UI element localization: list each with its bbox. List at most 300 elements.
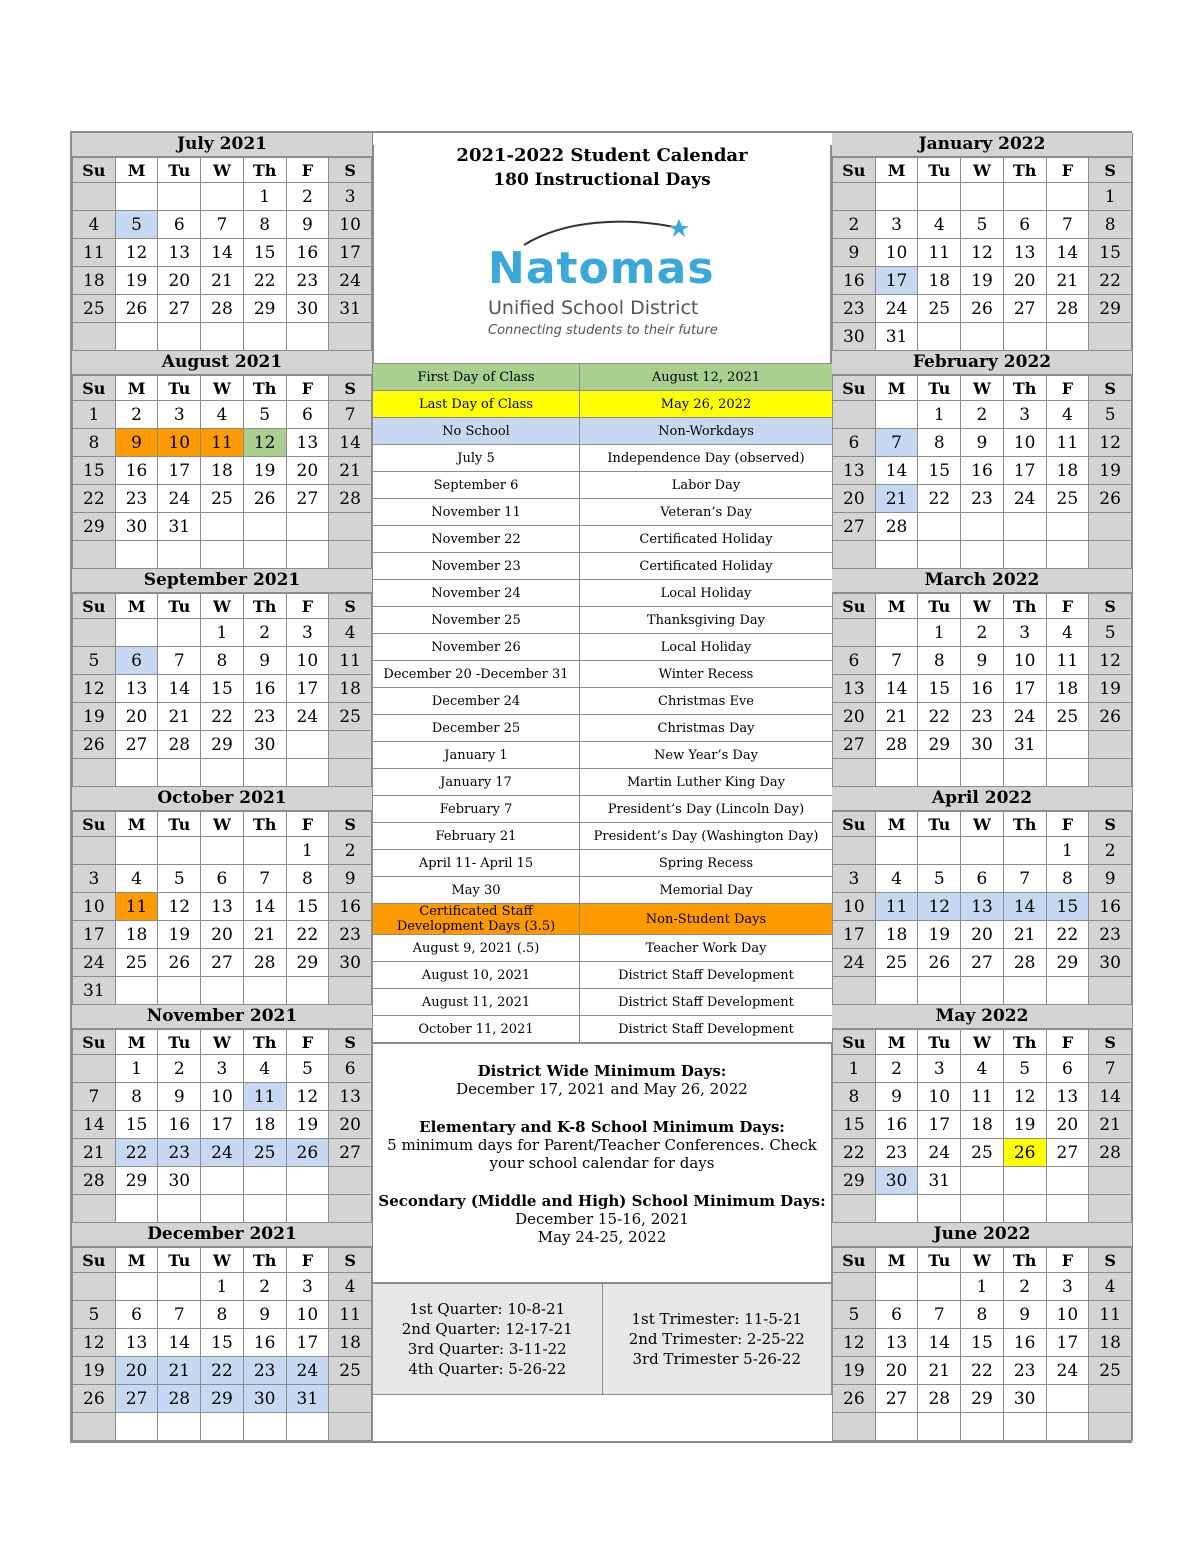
day-header: Th [1003,1248,1046,1273]
day-cell [1089,1385,1132,1413]
day-header: Th [243,594,286,619]
week-row [833,1139,1132,1167]
day-cell: 14 [158,675,201,703]
week-row [73,647,372,675]
event-date: October 11, 2021 [373,1016,580,1043]
day-cell: 8 [1089,211,1132,239]
day-cell: 2 [243,1273,286,1301]
day-cell [875,1413,918,1441]
event-date: November 11 [373,499,580,526]
week-row [73,295,372,323]
day-cell: 17 [158,457,201,485]
day-cell: 17 [201,1111,244,1139]
day-cell: 18 [201,457,244,485]
day-cell: 26 [243,485,286,513]
month-march-2022 [832,569,1132,787]
day-cell [1089,1413,1132,1441]
week-row [73,1083,372,1111]
day-cell [73,541,116,569]
day-cell [73,1413,116,1441]
day-cell [286,323,329,351]
day-cell [329,1167,372,1195]
day-header: Tu [918,594,961,619]
day-cell [875,619,918,647]
day-header: Su [73,158,116,183]
day-cell: 11 [1046,647,1089,675]
event-row [373,688,833,715]
day-cell: 17 [329,239,372,267]
day-cell [875,541,918,569]
event-description: Labor Day [580,472,833,499]
day-cell [833,619,876,647]
day-cell [286,759,329,787]
event-row [373,935,833,962]
day-cell: 27 [1003,295,1046,323]
day-cell: 28 [918,1385,961,1413]
day-cell: 15 [1089,239,1132,267]
day-cell [961,1195,1004,1223]
day-cell: 14 [875,675,918,703]
week-row [833,513,1132,541]
day-cell: 25 [961,1139,1004,1167]
day-header: Tu [158,158,201,183]
day-cell: 8 [201,1301,244,1329]
day-cell [329,1413,372,1441]
day-cell [73,619,116,647]
week-row [833,865,1132,893]
day-header: Su [833,158,876,183]
day-cell [833,1413,876,1441]
event-row [373,472,833,499]
calendar-subtitle: 180 Instructional Days [493,170,711,190]
event-row [373,796,833,823]
day-cell: 16 [1003,1329,1046,1357]
week-row [73,703,372,731]
day-cell: 12 [243,429,286,457]
day-cell: 4 [243,1055,286,1083]
day-cell: 7 [158,647,201,675]
day-header: S [329,376,372,401]
day-cell: 7 [1003,865,1046,893]
week-row [73,893,372,921]
day-cell: 31 [286,1385,329,1413]
day-cell: 3 [875,211,918,239]
day-cell [833,1195,876,1223]
day-header-row [73,1030,372,1055]
day-header: S [329,1248,372,1273]
day-cell [329,1195,372,1223]
event-description: President’s Day (Lincoln Day) [580,796,833,823]
day-cell: 30 [243,1385,286,1413]
day-cell [1089,1167,1132,1195]
day-cell [961,759,1004,787]
day-header: S [329,594,372,619]
day-cell: 19 [1003,1111,1046,1139]
day-header: F [286,158,329,183]
day-cell: 19 [73,703,116,731]
day-cell: 16 [286,239,329,267]
day-cell [1089,323,1132,351]
event-row [373,364,833,391]
day-cell [1089,759,1132,787]
day-cell [833,759,876,787]
day-header: Th [243,158,286,183]
day-cell: 17 [1003,457,1046,485]
day-cell [243,513,286,541]
day-cell: 17 [1046,1329,1089,1357]
day-cell [158,1273,201,1301]
day-cell: 20 [961,921,1004,949]
day-cell [1046,759,1089,787]
trimester-item: 1st Trimester: 11-5-21 [631,1310,803,1328]
month-grid [832,811,1132,1005]
day-cell: 10 [1003,647,1046,675]
day-cell [115,977,158,1005]
day-header: S [1089,1248,1132,1273]
day-cell: 20 [158,267,201,295]
day-header-row [833,1030,1132,1055]
day-cell: 27 [875,1385,918,1413]
minimum-days-line: May 24-25, 2022 [537,1228,667,1246]
day-cell: 30 [115,513,158,541]
day-header: S [1089,376,1132,401]
day-header: W [201,376,244,401]
day-header: W [961,1248,1004,1273]
event-row [373,742,833,769]
day-cell: 7 [158,1301,201,1329]
day-cell: 23 [961,485,1004,513]
day-cell: 12 [918,893,961,921]
day-cell: 15 [833,1111,876,1139]
day-cell: 18 [1046,675,1089,703]
event-description: Non-Student Days [580,904,833,935]
trimesters-box [602,1284,832,1394]
day-header: M [875,594,918,619]
event-row [373,989,833,1016]
day-cell: 15 [918,675,961,703]
month-title: January 2022 [832,133,1132,157]
day-cell [961,1167,1004,1195]
day-cell: 13 [961,893,1004,921]
day-cell [1089,977,1132,1005]
day-cell [1046,323,1089,351]
day-cell [158,619,201,647]
week-row [73,211,372,239]
quarter-item: 1st Quarter: 10-8-21 [409,1300,566,1318]
day-cell: 3 [918,1055,961,1083]
day-cell: 9 [961,647,1004,675]
day-cell: 10 [1003,429,1046,457]
day-cell [201,1413,244,1441]
event-description: District Staff Development [580,962,833,989]
day-cell: 24 [158,485,201,513]
day-cell: 27 [961,949,1004,977]
event-description: Memorial Day [580,877,833,904]
day-cell: 2 [286,183,329,211]
right-months-column [832,133,1133,1441]
event-description: Non-Workdays [580,418,833,445]
week-row [73,1167,372,1195]
day-cell: 16 [961,675,1004,703]
month-grid [72,811,372,1005]
day-cell [158,837,201,865]
day-cell: 22 [201,703,244,731]
day-cell: 31 [918,1167,961,1195]
day-cell [961,323,1004,351]
day-cell [158,323,201,351]
event-description: Christmas Eve [580,688,833,715]
week-row [833,401,1132,429]
event-description: Independence Day (observed) [580,445,833,472]
day-cell [918,1195,961,1223]
logo-name: Natomas [488,243,715,294]
day-cell [1003,759,1046,787]
day-cell: 22 [115,1139,158,1167]
day-header: F [1046,158,1089,183]
event-description: Spring Recess [580,850,833,877]
day-cell: 10 [1046,1301,1089,1329]
day-cell: 28 [1003,949,1046,977]
minimum-days-heading: Elementary and K-8 School Minimum Days: [419,1118,785,1136]
week-row [73,267,372,295]
day-cell: 5 [73,647,116,675]
week-row [73,513,372,541]
day-cell [918,1413,961,1441]
day-cell: 25 [243,1139,286,1167]
day-cell: 17 [918,1111,961,1139]
day-header: W [201,812,244,837]
day-cell: 19 [158,921,201,949]
day-cell [1089,731,1132,759]
day-cell: 21 [1003,921,1046,949]
day-cell: 6 [875,1301,918,1329]
minimum-days-block [373,1192,831,1246]
day-cell: 18 [875,921,918,949]
day-cell: 3 [1046,1273,1089,1301]
day-cell: 9 [329,865,372,893]
day-cell: 15 [201,1329,244,1357]
day-cell [243,1167,286,1195]
day-cell: 22 [1089,267,1132,295]
day-header: S [1089,1030,1132,1055]
day-cell [1046,1195,1089,1223]
month-title: July 2021 [72,133,372,157]
day-cell: 15 [73,457,116,485]
day-cell [115,1413,158,1441]
day-cell: 1 [286,837,329,865]
event-date: First Day of Class [373,364,580,391]
day-cell: 9 [115,429,158,457]
day-header: Th [1003,1030,1046,1055]
week-row [73,401,372,429]
day-cell [918,1273,961,1301]
trimester-item: 2nd Trimester: 2-25-22 [628,1330,805,1348]
day-cell: 7 [1089,1055,1132,1083]
day-cell: 26 [961,295,1004,323]
day-cell: 29 [961,1385,1004,1413]
week-row [833,1385,1132,1413]
day-cell: 2 [961,401,1004,429]
day-cell: 19 [961,267,1004,295]
trimester-item: 3rd Trimester 5-26-22 [632,1350,802,1368]
day-header: Tu [918,812,961,837]
event-description: August 12, 2021 [580,364,833,391]
quarter-item: 4th Quarter: 5-26-22 [408,1360,567,1378]
day-header: Tu [158,1030,201,1055]
day-cell: 22 [961,1357,1004,1385]
event-date: November 24 [373,580,580,607]
day-header-row [73,1248,372,1273]
day-cell: 13 [1003,239,1046,267]
day-cell [286,1167,329,1195]
day-header: Su [833,1248,876,1273]
day-header-row [833,376,1132,401]
day-cell: 30 [329,949,372,977]
day-cell [1003,837,1046,865]
week-row [833,429,1132,457]
day-cell [875,977,918,1005]
event-description: Certificated Holiday [580,553,833,580]
day-cell: 30 [833,323,876,351]
event-row [373,823,833,850]
day-cell: 25 [329,1357,372,1385]
day-cell [115,619,158,647]
day-cell: 30 [961,731,1004,759]
day-cell: 14 [243,893,286,921]
day-cell: 21 [329,457,372,485]
day-cell: 11 [961,1083,1004,1111]
day-cell: 10 [158,429,201,457]
month-grid [832,157,1132,351]
week-row [833,1195,1132,1223]
event-date: November 25 [373,607,580,634]
day-header: F [1046,1248,1089,1273]
day-cell: 24 [73,949,116,977]
week-row [73,541,372,569]
week-row [833,731,1132,759]
day-cell: 26 [286,1139,329,1167]
day-header: M [115,594,158,619]
day-cell: 26 [115,295,158,323]
day-cell [833,1273,876,1301]
day-header-row [73,812,372,837]
day-cell: 20 [329,1111,372,1139]
day-header: Th [1003,376,1046,401]
day-cell: 23 [243,1357,286,1385]
day-header: Su [833,594,876,619]
day-cell: 20 [1003,267,1046,295]
day-header: Tu [918,1030,961,1055]
week-row [833,1301,1132,1329]
grading-periods [372,1283,832,1395]
day-cell: 26 [73,731,116,759]
day-cell [1046,183,1089,211]
day-cell: 7 [918,1301,961,1329]
day-header: S [1089,812,1132,837]
day-cell: 7 [329,401,372,429]
day-header: F [286,1030,329,1055]
week-row [73,323,372,351]
day-cell: 30 [1089,949,1132,977]
day-cell [961,837,1004,865]
day-cell: 4 [1089,1273,1132,1301]
day-cell: 15 [243,239,286,267]
day-cell: 28 [243,949,286,977]
day-cell: 14 [1046,239,1089,267]
day-header: Su [73,594,116,619]
day-cell: 11 [329,647,372,675]
day-header-row [833,594,1132,619]
day-cell [243,541,286,569]
day-header: Su [73,812,116,837]
day-cell: 19 [115,267,158,295]
day-cell: 19 [1089,675,1132,703]
week-row [73,1195,372,1223]
day-cell [286,513,329,541]
day-cell: 11 [875,893,918,921]
day-cell: 12 [1089,429,1132,457]
day-cell [833,977,876,1005]
event-date: November 23 [373,553,580,580]
quarters-box [373,1284,602,1394]
day-header-row [73,376,372,401]
day-cell: 6 [115,647,158,675]
day-header: W [201,594,244,619]
week-row [73,921,372,949]
day-cell: 20 [875,1357,918,1385]
day-cell: 20 [833,485,876,513]
month-title: February 2022 [832,351,1132,375]
day-cell: 5 [1003,1055,1046,1083]
day-cell: 21 [1046,267,1089,295]
week-row [73,1329,372,1357]
week-row [833,1111,1132,1139]
day-cell: 19 [286,1111,329,1139]
week-row [833,457,1132,485]
day-cell [243,1195,286,1223]
week-row [73,977,372,1005]
day-cell: 29 [918,731,961,759]
day-cell: 27 [833,731,876,759]
week-row [833,485,1132,513]
day-cell: 14 [73,1111,116,1139]
day-cell: 30 [1003,1385,1046,1413]
day-cell: 7 [875,647,918,675]
day-cell: 27 [1046,1139,1089,1167]
day-cell: 5 [833,1301,876,1329]
day-cell [961,183,1004,211]
day-cell [1046,1167,1089,1195]
day-cell: 28 [875,513,918,541]
day-cell: 13 [201,893,244,921]
event-row [373,715,833,742]
event-row [373,445,833,472]
day-cell [158,1413,201,1441]
day-cell: 14 [1089,1083,1132,1111]
week-row [833,211,1132,239]
minimum-days-heading: District Wide Minimum Days: [477,1062,727,1080]
day-cell [115,759,158,787]
week-row [833,837,1132,865]
day-header: S [329,812,372,837]
week-row [73,239,372,267]
day-cell [115,1195,158,1223]
day-cell [201,1195,244,1223]
month-title: May 2022 [832,1005,1132,1029]
day-cell: 21 [158,1357,201,1385]
day-cell: 8 [961,1301,1004,1329]
day-cell: 9 [243,647,286,675]
